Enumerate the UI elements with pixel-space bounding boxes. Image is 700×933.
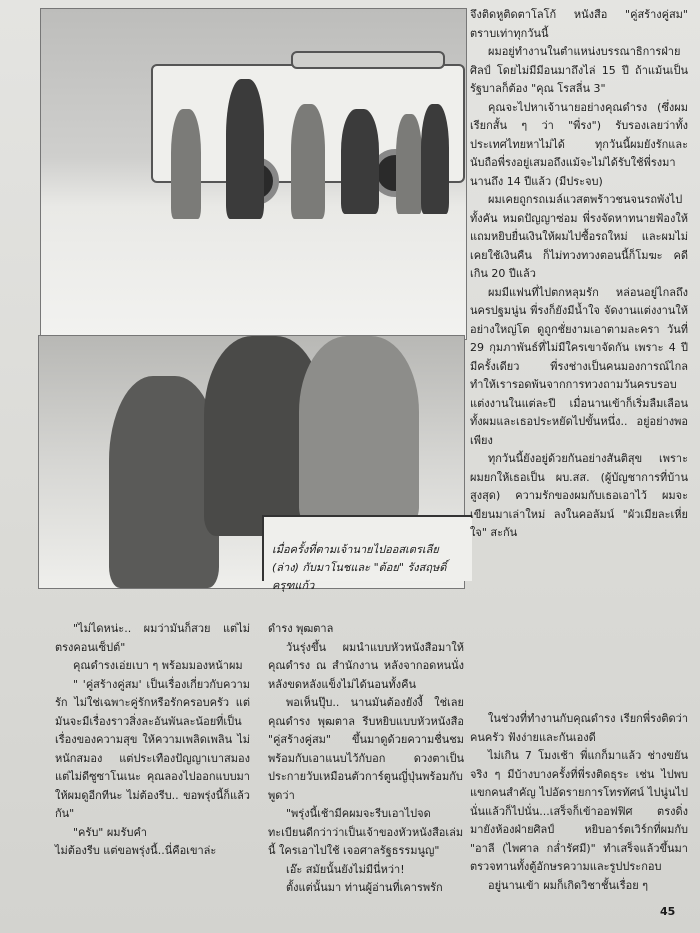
paragraph: อยู่นานเข้า ผมก็เกิดวิชาชั้นเรื่อย ๆ: [488, 878, 649, 892]
person-figure: [421, 104, 449, 214]
paragraph: พอเห็นปุ๊บ.. นานมันต้องยังงี้ ใช่เลย คุณดำรง พุฒตาล รีบหยิบแบบหัวหนังสือ "คู่สร้างคู่สม" ขึ้นมาดูด้วยความชื่นชมพร้อมกับเอาแนบไว้กับอก ดวงตาเป็นประกายวับเหมือนตัวการ์ตูนญี่ปุ่นพร้อมกับพูดว่า: [268, 696, 464, 802]
paragraph: "ครับ" ผมรับคำ: [73, 825, 147, 839]
paragraph: ไม่เกิน 7 โมงเช้า พี่แกก็มาแล้ว ช่างขยันจริง ๆ มีบ้างบางครั้งที่พี่รงติดธุระ เช่น ไปพบแขกคนสำคัญ ไปอัดรายการโทรทัศน์ ไปนู่นไปนั่นแล้วก็ไปนั่น...เสร็จก็เข้าออฟฟิศ ตรงดิ่งมายังห้องฝ่ายศิลป์ หยิบอาร์ตเวิร์กที่ผมกับ "อาลี (ไพศาล กล่ำรัศมี)" ทำเสร็จแล้วขึ้นมาตรวจทานทั้งตู้อักษรความและรูปประกอบ: [470, 749, 688, 873]
paragraph: จึงติดหูติดตาโลโก้ หนังสือ "คู่สร้างคู่สม" ตราบเท่าทุกวันนี้: [470, 8, 688, 40]
person-figure: [299, 336, 419, 526]
paragraph: "พรุ่งนี้เช้ามีคผมจะรีบเอาไปจดทะเบียนดีกว่าว่าเป็นเจ้าของหัวหนังสือเล่มนี้ ใครเอาไปใช้ เจอศาลรัฐธรรมนูญ": [268, 807, 464, 857]
article-column-middle: [268, 620, 464, 898]
article-column-left: [55, 620, 250, 861]
person-figure: [171, 109, 201, 219]
paragraph: ไม่ต้องรีบ แต่ขอพรุ่งนี้..นี่คือเขาล่ะ: [55, 844, 217, 857]
person-figure: [109, 376, 219, 588]
person-figure: [341, 109, 379, 214]
paragraph: ทุกวันนี้ยังอยู่ด้วยกันอย่างสันติสุข เพราะผมยกให้เธอเป็น ผบ.สส. (ผู้บัญชาการที่บ้านสูงสุด) ความรักของผมกับเธอเอาไว้ ผมจะเขียนมาเล่าใหม่ ลงในคอลัมน์ "ผัวเมียละเหี่ยใจ" สะกัน: [470, 452, 688, 539]
paragraph: วันรุ่งขึ้น ผมนำแบบหัวหนังสือมาให้คุณดำรง ณ สำนักงาน หลังจากอดหนนั่งหลังขดหลังแข็งไม่ได้นอนทั้งคืน: [268, 640, 464, 691]
paragraph: ในช่วงที่ทำงานกับคุณดำรง เรียกพี่รงติดว่าคนครัว ฟังง่ายและกันเองดี: [470, 712, 688, 744]
paragraph: "ไม่ไดหน่ะ.. ผมว่ามันก็สวย แต่ไม่ตรงคอนเซ็ปต์": [55, 622, 250, 654]
caption-line-1: เมื่อครั้งที่ตามเจ้านายไปออสเตรเลีย: [272, 543, 439, 556]
paragraph: ผมมีแฟนที่ไปตกหลุมรัก หล่อนอยู่ไกลถึงนครปฐมนู่น พี่รงก็ยังมีน้ำใจ จัดงานแต่งงานให้อย่างใหญ่โต ดูถูกชั่ยงามเอาตามละครา วันที่ 29 กุมภาพันธ์ที่ไม่มีใครเขาจัดกัน เพราะ 4 ปีมีครั้งเดียว พี่รงช่างเป็นคนมองการณ์ไกล ทำให้เรารอดพ้นจากการทวงถามวันครบรอบแต่งงานในแต่ละปี เมื่อนานเข้าก็เริ่มลืมเลือน ทั้งผมและเธอประหยัดไปขั้นหนึ่ง.. อยู่อย่างพอเพียง: [470, 285, 688, 447]
person-figure: [226, 79, 264, 219]
paragraph: ดำรง พุฒตาล: [268, 622, 334, 635]
paragraph: เอ๊ะ สมัยนั้นยังไม่มีนี่หว่า!: [286, 862, 405, 876]
paragraph: ตั้งแต่นั้นมา ท่านผู้อ่านที่เคารพรัก: [286, 881, 443, 894]
photo-group-with-truck: [40, 8, 467, 340]
roof-rack: [291, 51, 445, 69]
paragraph: คุณจะไปหาเจ้านายอย่างคุณดำรง (ซึ่งผมเรียกสั้น ๆ ว่า "พี่รง") รับรองเลยว่าทั้งประเทศไทยหาไม่ได้ ทุกวันนี้ผมยังรักและนับถือพี่รงอยู่เสมอถึงแม้จะไม่ได้รับใช้พี่รงมานานถึง 14 ปีแล้ว (มีประจบ): [470, 100, 688, 188]
page-number: 45: [660, 905, 676, 918]
paragraph: คุณดำรงเอ่ยเบา ๆ พร้อมมองหน้าผม: [73, 659, 243, 672]
person-figure: [291, 104, 325, 219]
article-column-right: [470, 6, 688, 543]
paragraph: ผมเคยถูกรถเมล์แวสตพร้าวชนจนรถพังไปทั้งคัน หมดปัญญาซ่อม พี่รงจัดหาทนายฟ้องให้ แถมหยิบยื่นเงินให้ผมไปซื้อรถใหม่ และผมไม่เคยใช้เงินคืน ก็ไม่ทวงทวงตอนนี้ก็โมฆะ คดีเกิน 20 ปีแล้ว: [470, 193, 688, 280]
photo-caption: [262, 515, 472, 592]
caption-line-2: (ล่าง) กับมาโนชและ "ต้อย" รังสฤษดิ์ ครุฑแก้ว: [272, 561, 447, 592]
paragraph: " 'คู่สร้างคู่สม' เป็นเรื่องเกี่ยวกับความรัก ไม่ใช่เฉพาะคู่รักหรือรักครอบครัว แต่มันจะมีเรื่องราวสิ่งละอันพันละน้อยที่เป็นเรื่องของความสุข ให้ความเพลิดเพลิน ไม่หนักสมอง แต่ประเทืองปัญญาเบาสมอง แต่ไม่ดีซูซาโนเนะ คุณลองไปออกแบบมาให้ผมดูอีกทีนะ ไม่ต้องรีบ.. ขอพรุ่งนี้ก็แล้วกัน": [55, 677, 250, 820]
person-figure: [396, 114, 422, 214]
paragraph: ผมอยู่ทำงานในตำแหน่งบรรณาธิการฝ่ายศิลป์ โดยไม่มีมีอนมาถึงไล่ 15 ปี ถ้าแม้นเป็นรัฐบาลก็ต้อง "คุณ โรสลี่น 3": [470, 45, 688, 95]
article-column-right-lower: [470, 710, 688, 895]
